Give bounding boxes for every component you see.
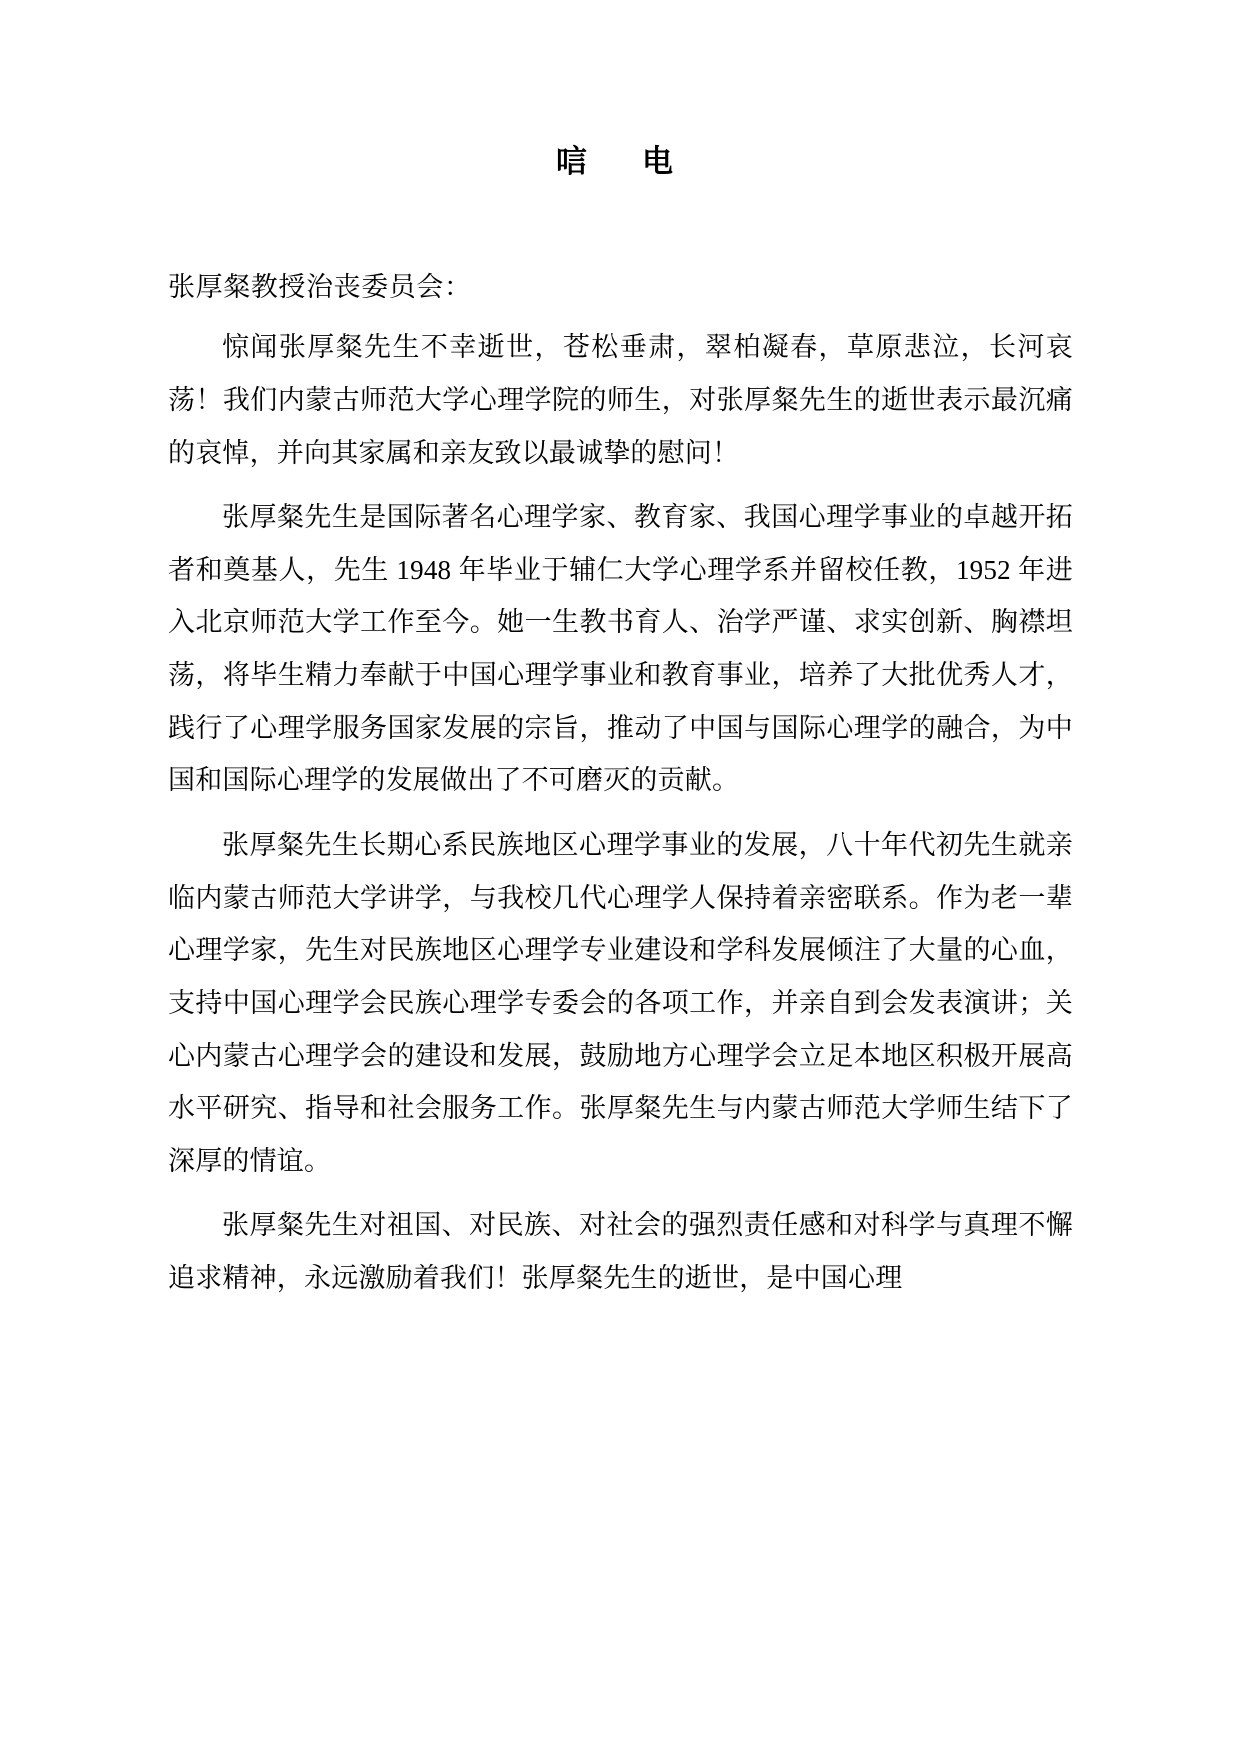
page-title: 唁 电: [556, 144, 685, 179]
body-paragraph-1: 惊闻张厚粲先生不幸逝世，苍松垂肃，翠柏凝春，草原悲泣，长河哀荡！我们内蒙古师范大学心理学院的师生，对张厚粲先生的逝世表示最沉痛的哀悼，并向其家属和亲友致以最诚挚的慰问！: [168, 332, 1073, 468]
body-paragraph-4: 张厚粲先生对祖国、对民族、对社会的强烈责任感和对科学与真理不懈追求精神，永远激励着我们！张厚粲先生的逝世，是中国心理: [168, 1210, 1073, 1294]
salutation-line: 张厚粲教授治丧委员会：: [168, 272, 472, 303]
body-paragraph-2: 张厚粲先生是国际著名心理学家、教育家、我国心理学事业的卓越开拓者和奠基人，先生 1948 年毕业于辅仁大学心理学系并留校任教，1952 年进入北京师范大学工作至今。她一生教书育人、治学严谨、求实创新、胸襟坦荡，将毕生精力奉献于中国心理学事业和教育事业，培养了大批优秀人才，践行了心理学服务国家发展的宗旨，推动了中国与国际心理学的融合，为中国和国际心理学的发展做出了不可磨灭的贡献。: [168, 502, 1073, 796]
body-paragraph-3: 张厚粲先生长期心系民族地区心理学事业的发展，八十年代初先生就亲临内蒙古师范大学讲学，与我校几代心理学人保持着亲密联系。作为老一辈心理学家，先生对民族地区心理学专业建设和学科发展倾注了大量的心血，支持中国心理学会民族心理学专委会的各项工作，并亲自到会发表演讲；关心内蒙古心理学会的建设和发展，鼓励地方心理学会立足本地区积极开展高水平研究、指导和社会服务工作。张厚粲先生与内蒙古师范大学师生结下了深厚的情谊。: [168, 830, 1073, 1176]
